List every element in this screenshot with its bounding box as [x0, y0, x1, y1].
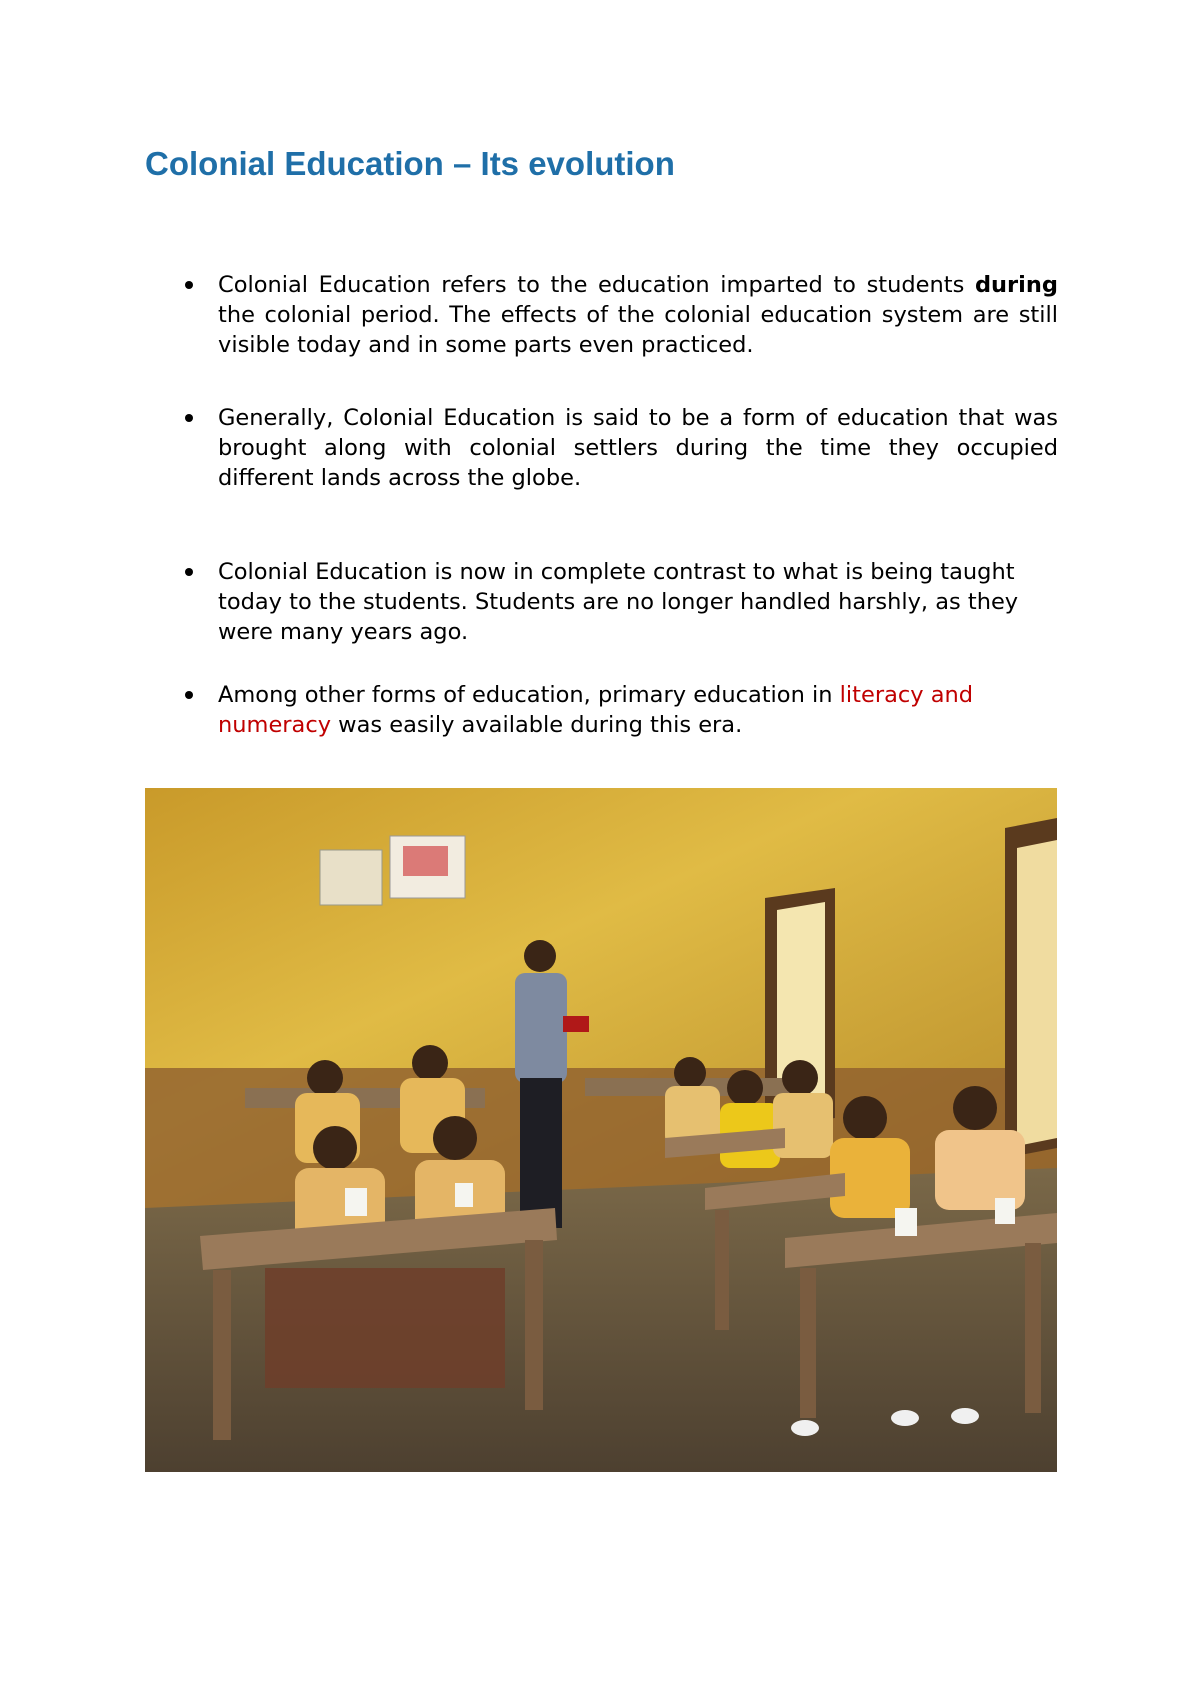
page-title: Colonial Education – Its evolution	[145, 145, 675, 182]
bullet-text: Colonial Education refers to the education imparted to students	[218, 272, 975, 298]
bullet-dot-icon	[185, 281, 193, 289]
bullet-dot-icon	[185, 568, 193, 576]
bullet-dot-icon	[185, 414, 193, 422]
bullet-bold-text: during	[974, 272, 1058, 298]
classroom-photo	[145, 788, 1057, 1472]
shoe	[791, 1420, 819, 1436]
bullet-dot-icon	[185, 691, 193, 699]
bullet-text: Colonial Education is now in complete contrast to what is being taught today to the students. Students are no longer handled harshly, as they were many years ago.	[218, 559, 1019, 645]
wall-poster-graphic	[403, 846, 448, 876]
bullet-item-1	[218, 270, 1058, 360]
bullet-text: the colonial period. The effects of the colonial education system are still visible today and in some parts even practiced.	[218, 302, 1058, 358]
bullet-text: was easily available during this era.	[331, 712, 743, 738]
bullet-item-4	[218, 680, 1058, 740]
window-light-2	[1017, 840, 1057, 1146]
bullet-text: Among other forms of education, primary education in	[218, 682, 840, 708]
bullet-text: Generally, Colonial Education is said to be a form of education that was brought along with colonial settlers during the time they occupied different lands across the globe.	[218, 405, 1058, 491]
bullet-item-2	[218, 403, 1058, 493]
bullet-highlight-text: literacy and numeracy	[218, 682, 974, 738]
wall-poster-1	[320, 850, 382, 905]
bullet-item-3	[218, 557, 1058, 647]
shoe	[891, 1410, 919, 1426]
shoe	[951, 1408, 979, 1424]
classroom-illustration	[145, 788, 1057, 1472]
